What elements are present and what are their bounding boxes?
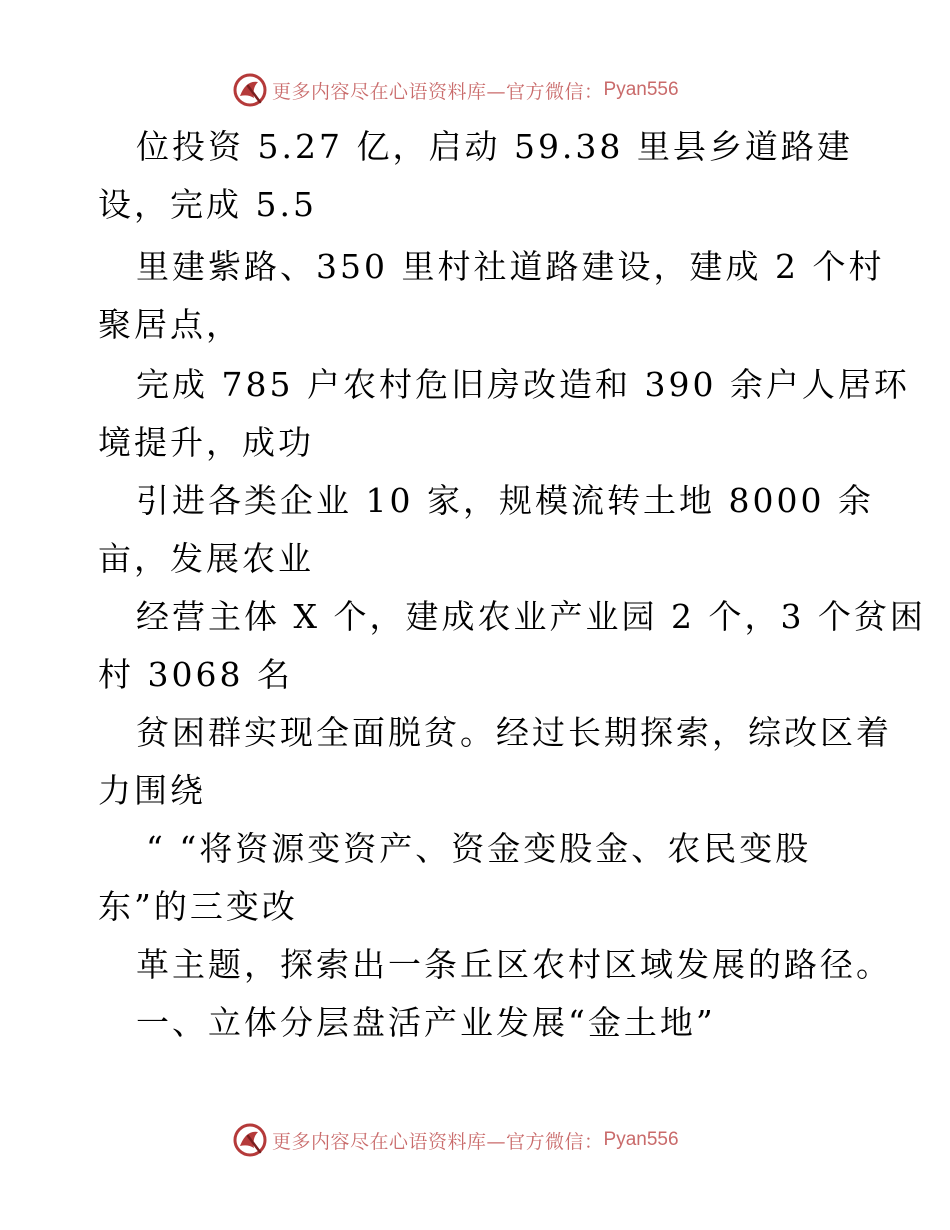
section-heading: 一、立体分层盘活产业发展“金土地” xyxy=(136,1003,716,1042)
paragraph-line: 完成 785 户农村危旧房改造和 390 余户人居环 xyxy=(136,365,910,404)
paragraph-line: 贫困群实现全面脱贫。经过长期探索，综改区着 xyxy=(136,713,892,752)
paragraph-line: 里建紫路、350 里村社道路建设，建成 2 个村 xyxy=(136,247,885,286)
paragraph-line: 位投资 5.27 亿，启动 59.38 里县乡道路建 xyxy=(136,127,853,166)
paragraph-line: 设，完成 5.5 xyxy=(98,185,317,224)
paragraph-line: 村 3068 名 xyxy=(98,655,293,694)
paragraph-line: “ “将资源变资产、资金变股金、农民变股 xyxy=(146,829,812,868)
paragraph-line: 境提升，成功 xyxy=(98,423,314,462)
header-banner xyxy=(232,70,732,110)
paragraph-line: 东”的三变改 xyxy=(98,887,298,926)
paragraph-line: 引进各类企业 10 家，规模流转土地 8000 余 xyxy=(136,481,874,520)
paragraph-line: 聚居点， xyxy=(98,305,242,344)
paragraph-line: 经营主体 X 个，建成农业产业园 2 个，3 个贫困 xyxy=(136,597,926,636)
seal-logo-icon xyxy=(232,1122,268,1158)
paragraph-line: 亩，发展农业 xyxy=(98,539,314,578)
paragraph-line: 力围绕 xyxy=(98,771,206,810)
seal-logo-icon xyxy=(232,72,268,108)
footer-banner xyxy=(232,1120,732,1160)
header-banner-text: 更多内容尽在心语资料库—官方微信： xyxy=(272,80,604,103)
paragraph-line: 革主题，探索出一条丘区农村区域发展的路径。 xyxy=(136,945,892,984)
footer-banner-id: Pyan556 xyxy=(603,1129,679,1150)
header-banner-id: Pyan556 xyxy=(603,79,679,100)
footer-banner-text: 更多内容尽在心语资料库—官方微信： xyxy=(272,1130,604,1153)
